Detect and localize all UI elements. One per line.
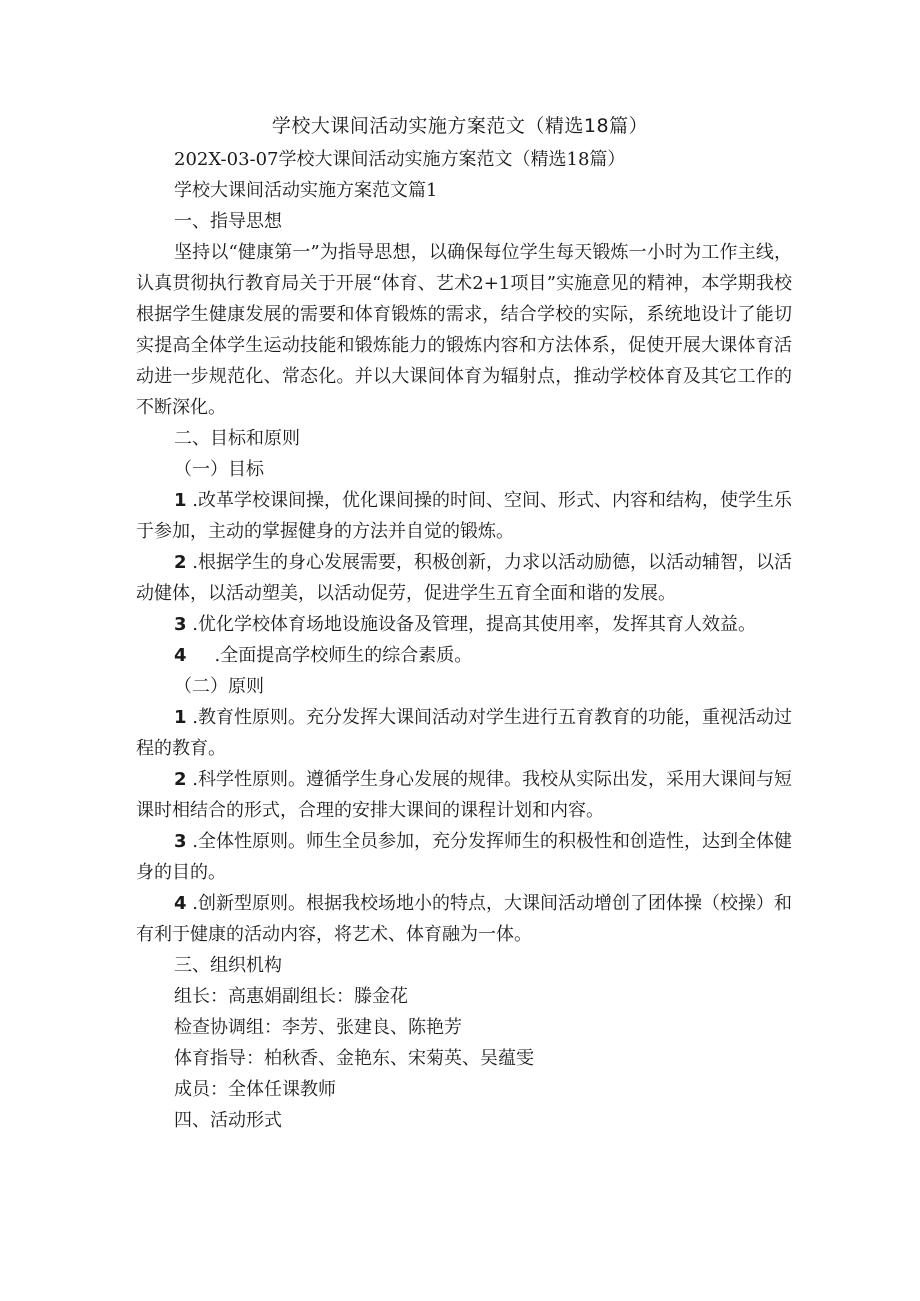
section-heading-1: 一、指导思想	[174, 211, 282, 232]
principle-number: 4	[174, 893, 187, 914]
principle-item-2	[136, 764, 792, 826]
principle-item-3	[136, 826, 792, 888]
org-members: 成员：全体任课教师	[174, 1079, 336, 1100]
org-leaders: 组长：高惠娟副组长：滕金花	[174, 986, 408, 1007]
section-heading-4: 四、活动形式	[174, 1110, 282, 1131]
org-inspection-group: 检查协调组：李芳、张建良、陈艳芳	[174, 1017, 462, 1038]
principle-number: 2	[174, 769, 187, 790]
principle-text: .教育性原则。充分发挥大课间活动对学生进行五育教育的功能，重视活动过程的教育。	[136, 707, 792, 759]
goal-number: 3	[174, 614, 187, 635]
goal-item-4	[136, 640, 792, 671]
goal-number: 1	[174, 490, 187, 511]
document-title: 学校大课间活动实施方案范文（精选18篇）	[271, 115, 649, 137]
document-body	[136, 144, 792, 1136]
dateline: 202X-03-07学校大课间活动实施方案范文（精选18篇）	[174, 149, 626, 170]
goal-number: 4	[174, 645, 187, 666]
goal-text: .优化学校体育场地设施设备及管理，提高其使用率，发挥其育人效益。	[192, 614, 756, 635]
section-heading-3: 三、组织机构	[174, 955, 282, 976]
principle-text: .科学性原则。遵循学生身心发展的规律。我校从实际出发，采用大课间与短课时相结合的形式，合理的安排大课间的课程计划和内容。	[136, 769, 792, 821]
principle-number: 3	[174, 831, 187, 852]
org-sports-guidance: 体育指导：柏秋香、金艳东、宋菊英、吴蕴雯	[174, 1048, 534, 1069]
goal-item-1	[136, 485, 792, 547]
goal-text: .改革学校课间操，优化课间操的时间、空间、形式、内容和结构，使学生乐于参加，主动的掌握健身的方法并自觉的锻炼。	[136, 490, 792, 542]
goal-item-3	[136, 609, 792, 640]
section-heading-2: 二、目标和原则	[174, 428, 300, 449]
goal-item-2	[136, 547, 792, 609]
principles-heading: （二）原则	[174, 676, 264, 697]
principle-item-1	[136, 702, 792, 764]
goals-heading: （一）目标	[174, 459, 264, 480]
principle-item-4	[136, 888, 792, 950]
principle-number: 1	[174, 707, 187, 728]
principle-text: .全体性原则。师生全员参加，充分发挥师生的积极性和创造性，达到全体健身的目的。	[136, 831, 792, 883]
goal-text: .根据学生的身心发展需要，积极创新，力求以活动励德，以活动辅智，以活动健体，以活动塑美，以活动促劳，促进学生五育全面和谐的发展。	[136, 552, 792, 604]
guiding-ideology-paragraph: 坚持以“健康第一”为指导思想，以确保每位学生每天锻炼一小时为工作主线，认真贯彻执行教育局关于开展“体育、艺术2+1项目”实施意见的精神，本学期我校根据学生健康发展的需要和体育锻炼的需求，结合学校的实际，系统地设计了能切实提高全体学生运动技能和锻炼能力的锻炼内容和方法体系，促使开展大课体育活动进一步规范化、常态化。并以大课间体育为辐射点，推动学校体育及其它工作的不断深化。	[136, 242, 792, 418]
article-heading: 学校大课间活动实施方案范文篇1	[174, 180, 438, 201]
goal-number: 2	[174, 552, 187, 573]
principle-text: .创新型原则。根据我校场地小的特点，大课间活动增创了团体操（校操）和有利于健康的活动内容，将艺术、体育融为一体。	[136, 893, 792, 945]
goal-text: .全面提高学校师生的综合素质。	[214, 645, 473, 666]
